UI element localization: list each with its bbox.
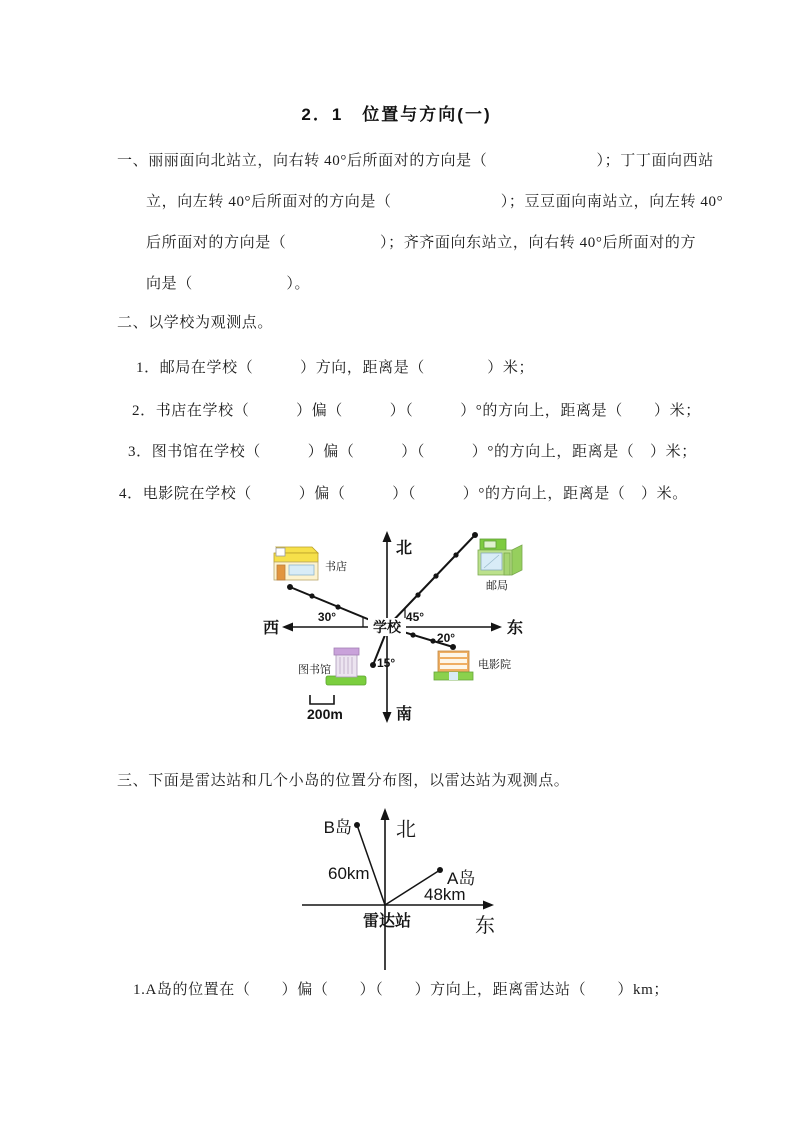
q1-line-1: 一、丽丽面向北站立，向右转 40°后所面对的方向是（ ）；丁丁面向西站 [117, 153, 714, 169]
west-label: 西 [263, 620, 280, 637]
library-body [336, 654, 357, 677]
library-label: 图书馆 [298, 664, 331, 676]
scale-label: 200m [307, 706, 343, 722]
bookstore-window [289, 565, 314, 575]
angle-45-label: 45° [405, 610, 425, 624]
q2-header: 二、以学校为观测点。 [117, 315, 274, 331]
school-map-diagram [250, 520, 550, 735]
library-icon [326, 648, 366, 685]
island-a-label: A岛 [447, 869, 476, 888]
distance-b-label: 60km [328, 864, 370, 883]
bookstore-label: 书店 [325, 561, 347, 573]
q3-item-1: 1.A岛的位置在（ ）偏（ ）（ ）方向上，距离雷达站（ ）km； [133, 982, 669, 998]
cinema-door [449, 672, 458, 680]
post-office-sign-panel [484, 541, 496, 548]
radar-station-label: 雷达站 [362, 913, 412, 930]
q1-line-3: 后所面对的方向是（ ）；齐齐面向东站立，向右转 40°后所面对的方 [146, 235, 697, 251]
bookstore-icon [274, 547, 318, 580]
q2-item-2: 2．书店在学校（ ）偏（ ）（ ）°的方向上，距离是（ ）米； [132, 403, 701, 419]
q2-item-3: 3．图书馆在学校（ ）偏（ ）（ ）°的方向上，距离是（ ）米； [128, 444, 697, 460]
radar-east-label: 东 [475, 915, 495, 937]
angle-15-label: 15° [377, 656, 396, 670]
south-label: 南 [396, 706, 413, 723]
cinema-window-rows [440, 653, 467, 669]
page-title: 2．1 位置与方向(一) [301, 105, 492, 124]
scale-bracket [310, 695, 334, 704]
post-office-label: 邮局 [486, 580, 508, 592]
cinema-label: 电影院 [478, 659, 511, 671]
radar-map-diagram [280, 800, 520, 985]
cinema-icon [434, 651, 473, 680]
q1-line-2: 立，向左转 40°后所面对的方向是（ ）；豆豆面向南站立，向左转 40° [146, 194, 724, 210]
distance-a-label: 48km [424, 885, 466, 904]
angle-30-label: 30° [317, 610, 337, 624]
q2-item-4: 4．电影院在学校（ ）偏（ ）（ ）°的方向上，距离是（ ）米。 [119, 486, 688, 502]
east-label: 东 [507, 620, 524, 637]
school-center-label: 学校 [373, 619, 401, 635]
island-b-label: B岛 [323, 818, 352, 837]
q1-line-4: 向是（ ）。 [146, 276, 311, 292]
angle-20-label: 20° [436, 631, 456, 645]
radar-north-label: 北 [396, 819, 416, 841]
post-office-side [512, 545, 522, 575]
q2-item-1: 1．邮局在学校（ ）方向，距离是（ ）米； [136, 360, 535, 376]
post-office-icon [478, 539, 522, 575]
bookstore-sign [276, 548, 285, 556]
post-office-door [504, 553, 510, 575]
q3-header: 三、下面是雷达站和几个小岛的位置分布图，以雷达站为观测点。 [117, 773, 570, 789]
bookstore-door [277, 565, 285, 580]
north-label: 北 [396, 540, 413, 557]
library-roof [334, 648, 359, 655]
